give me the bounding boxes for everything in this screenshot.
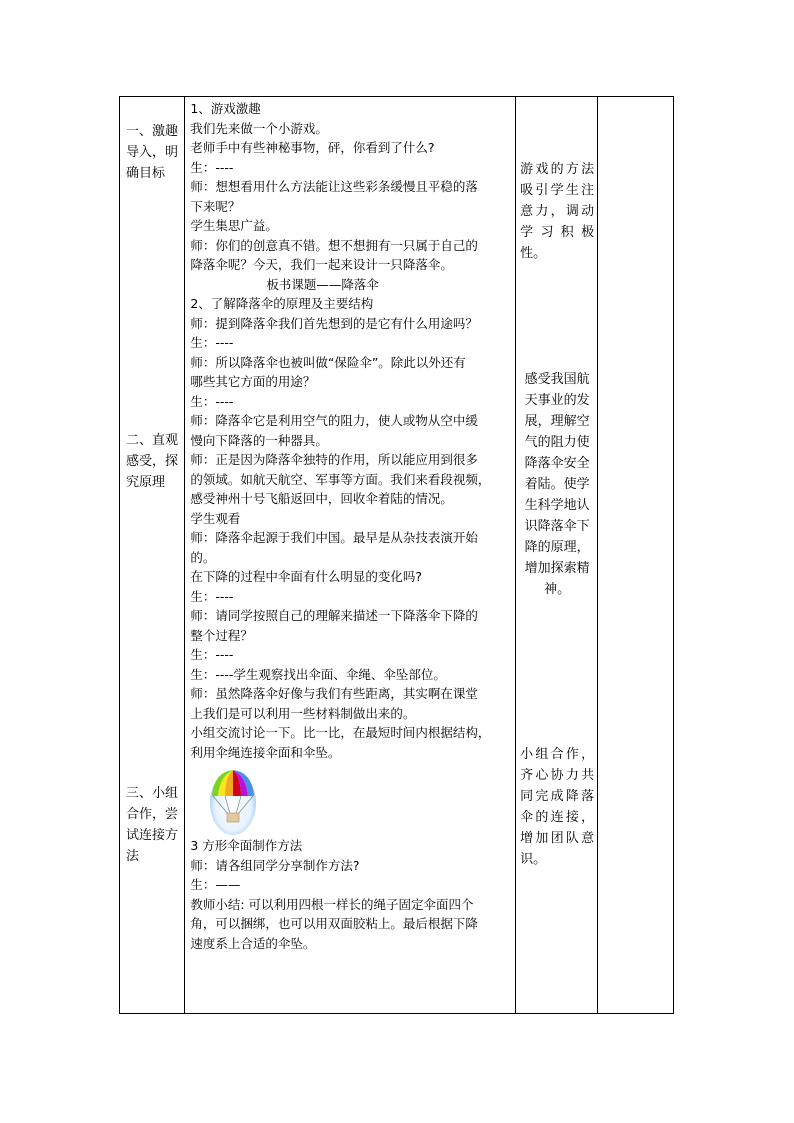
text-line: 我们先来做一个小游戏。 (190, 120, 328, 136)
text-line: 生：—— (190, 877, 241, 892)
text-line: 学生集思广益。 (190, 218, 278, 233)
stage-column (120, 97, 185, 1014)
text-line: 降落伞呢？今天，我们一起来设计一只降落伞。 (190, 257, 453, 272)
text-line: 师：降落伞起源于我们中国。最早是从杂技表演开始 (190, 530, 478, 545)
text-line: 上我们是可以利用一些材料制做出来的。 (190, 705, 416, 721)
intent-note: 小组合作，齐心协力共同完成降落伞的连接，增加团队意识。 (520, 747, 595, 867)
text-line: 下来呢？ (190, 198, 241, 214)
text-line: 速度系上合适的伞坠。 (190, 935, 316, 951)
process-text (190, 99, 512, 953)
stage-label: 三、小组合作，尝试连接方法 (126, 786, 179, 864)
text-line: 3 方形伞面制作方法 (190, 838, 303, 853)
text-line: 利用伞绳连接伞面和伞坠。 (190, 744, 341, 760)
lesson-plan-table (119, 96, 674, 1014)
process-column (185, 97, 516, 1014)
text-line: 老师手中有些神秘事物，砰，你看到了什么? (190, 140, 435, 155)
intent-note: 游戏的方法吸引学生注意力，调动学习积极性。 (520, 162, 595, 261)
text-line: 师：你们的创意真不错。想不想拥有一只属于自己的 (190, 237, 478, 253)
text-line: 生：---- (190, 393, 234, 409)
text-line: 师：降落伞它是利用空气的阻力，使人或物从空中缓 (190, 413, 478, 428)
stage-label: 一、激趣导入，明确目标 (126, 124, 179, 181)
text-line: 的领域。如航天航空、军事等方面。我们来看段视频， (190, 471, 491, 487)
board-title-line: 板书课题——降落伞 (266, 276, 379, 292)
text-line: 的。 (190, 549, 216, 565)
parachute-image (208, 766, 258, 836)
text-line: 生：---- (190, 335, 234, 350)
text-line: 学生观看 (190, 510, 241, 526)
text-line: 整个过程？ (190, 627, 253, 643)
text-line: 师：想想看用什么方法能让这些彩条缓慢且平稳的落 (190, 179, 478, 194)
text-line: 1、游戏激趣 (190, 101, 261, 116)
empty-column (597, 97, 673, 1014)
text-line: 生：---- (190, 647, 234, 662)
intent-note: 感受我国航天事业的发展，理解空气的阻力使降落伞安全着陆。使学生科学地认识降落伞下降的原理，增加探索精神。 (524, 372, 590, 597)
stage-label: 二、直观感受，探究原理 (126, 433, 179, 490)
text-line: 在下降的过程中伞面有什么明显的变化吗? (190, 569, 422, 584)
text-line: 生：---- (190, 588, 234, 604)
text-line: 生：----学生观察找出伞面、伞绳、伞坠部位。 (190, 666, 446, 682)
text-line: 哪些其它方面的用途？ (190, 374, 316, 389)
text-line: 师：虽然降落伞好像与我们有些距离，其实啊在课堂 (190, 686, 478, 701)
text-line: 师：所以降落伞也被叫做“保险伞”。除此以外还有 (190, 354, 466, 370)
text-line: 师：提到降落伞我们首先想到的是它有什么用途吗？ (190, 315, 478, 331)
text-line: 师：请同学按照自己的理解来描述一下降落伞下降的 (190, 608, 478, 623)
text-line: 教师小结: 可以利用四根一样长的绳子固定伞面四个 (190, 896, 474, 912)
text-line: 慢向下降落的一种器具。 (190, 432, 328, 448)
text-line: 2、了解降落伞的原理及主要结构 (190, 296, 374, 311)
text-line: 感受神州十号飞船返回中，回收伞着陆的情况。 (190, 491, 453, 506)
text-line: 生：---- (190, 159, 234, 175)
text-line: 师：请各组同学分享制作方法? (190, 857, 360, 873)
text-line: 小组交流讨论一下。比一比，在最短时间内根据结构， (190, 725, 491, 740)
text-line: 角，可以捆绑，也可以用双面胶粘上。最后根据下降 (190, 916, 478, 931)
text-line: 师：正是因为降落伞独特的作用，所以能应用到很多 (190, 452, 478, 467)
table-row (120, 97, 674, 1014)
intent-column (516, 97, 597, 1014)
